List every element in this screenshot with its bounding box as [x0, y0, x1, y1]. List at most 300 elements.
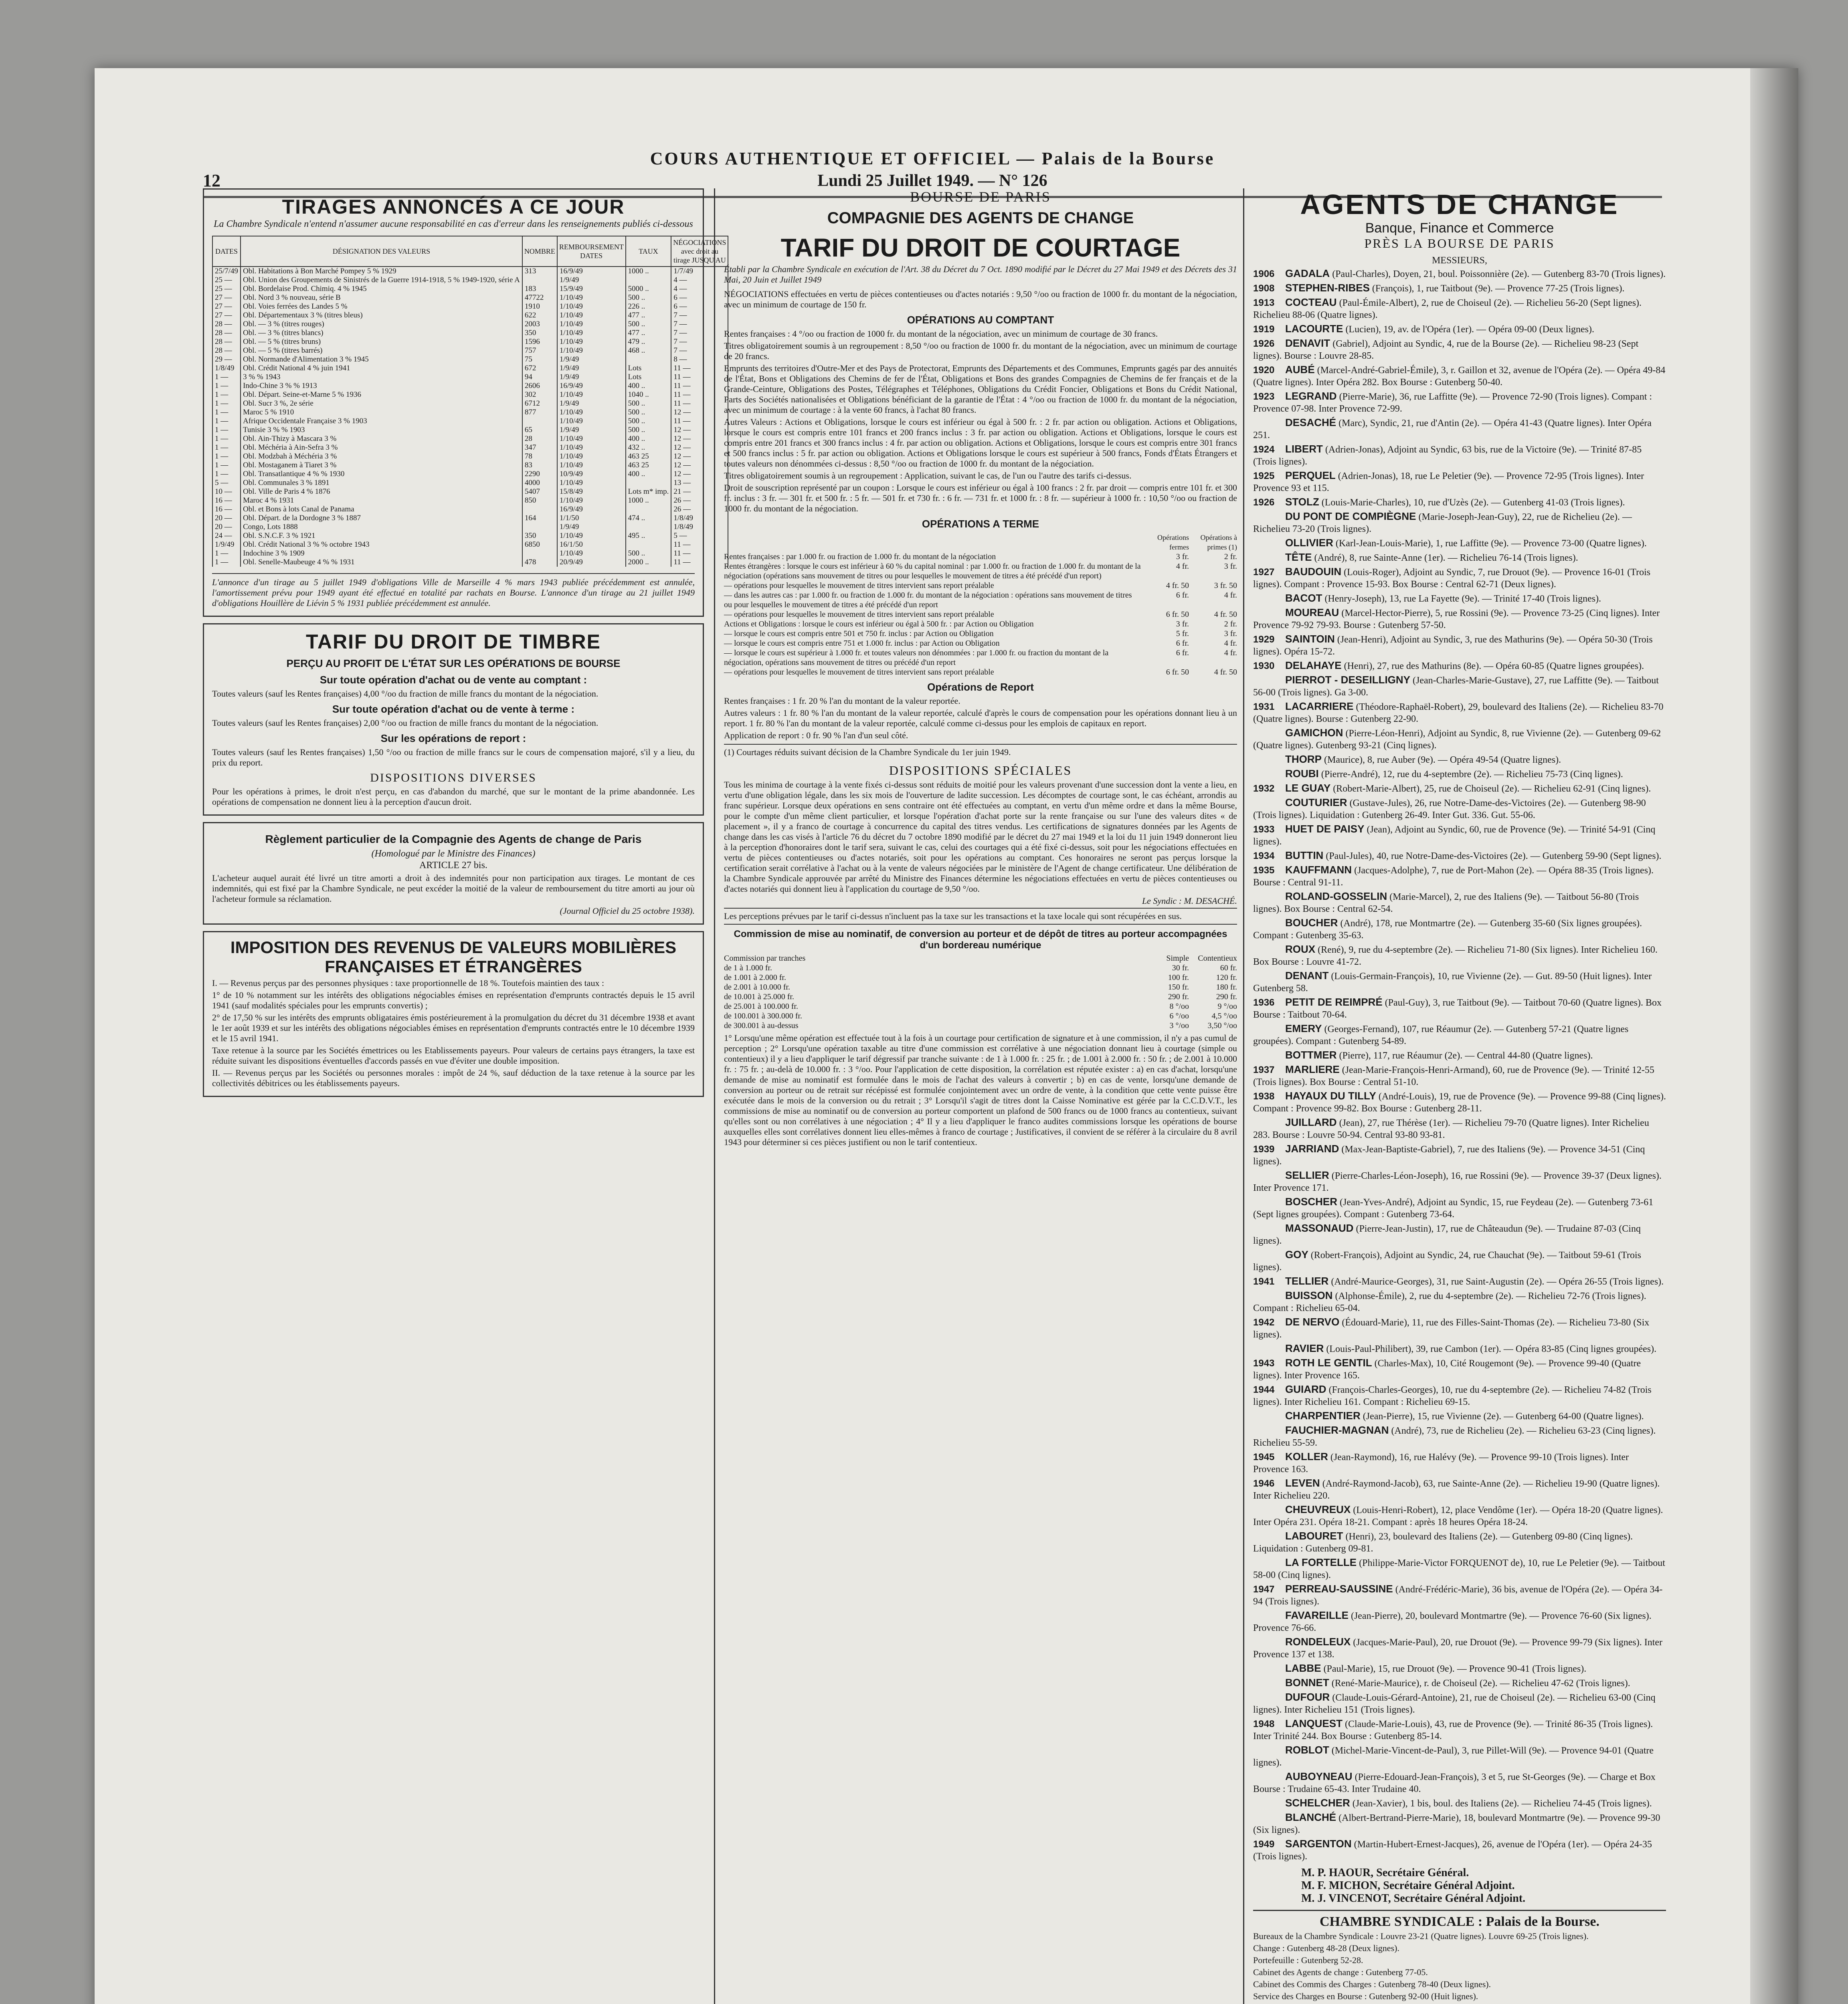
chambre-title: CHAMBRE SYNDICALE : Palais de la Bourse.: [1320, 1914, 1599, 1929]
terme-row: [724, 581, 1237, 590]
table-row: [212, 373, 728, 382]
timbre-disp-text: Pour les opérations à primes, le droit n'est perçu, en cas d'abandon du marché, que sur le montant de la prime abandonnée. Les opérations de compensation ne donnent lieu à la perception d'aucun droit.: [212, 786, 695, 807]
agent-year: 1937: [1253, 1065, 1275, 1075]
table-cell: 11 —: [671, 558, 728, 567]
table-row: [212, 487, 728, 496]
terme-fermes: 6 fr. 50: [1166, 668, 1189, 677]
table-cell: 1 —: [212, 443, 241, 452]
terme-row: [724, 648, 1237, 667]
timbre-s1-text: Toutes valeurs (sauf les Rentes françaises) 4,00 °/oo du fraction de mille francs du montant de la négociation.: [212, 689, 598, 699]
terme-primes: 4 fr.: [1224, 591, 1237, 600]
agent-entry: [1253, 1556, 1666, 1581]
agent-entry: [1253, 1811, 1666, 1836]
agent-entry: [1253, 1022, 1666, 1047]
imposition-item: Taxe retenue à la source par les Sociétés émettrices ou les Etablissements payeurs. Pour valeurs de certains pays étrangers, la taxe est réduite suivant les dispositions éventuelles d'accords passés en vue d'éviter une double imposition.: [212, 1045, 695, 1066]
table-cell: 468 ..: [626, 346, 671, 355]
table-row: [212, 267, 728, 276]
table-cell: [626, 540, 671, 549]
table-cell: 1/10/49: [557, 329, 626, 337]
agent-entry: [1253, 1289, 1666, 1314]
table-cell: 478: [522, 558, 557, 567]
table-row: [212, 505, 728, 514]
agent-entry: [1253, 1196, 1666, 1220]
table-cell: Obl. Habitations à Bon Marché Pompey 5 % 1929: [241, 267, 522, 276]
table-cell: Obl. Nord 3 % nouveau, série B: [241, 293, 522, 302]
terme-primes: 4 fr.: [1224, 639, 1237, 648]
agent-year: 1923: [1253, 391, 1275, 402]
table-cell: Obl. Crédit National 4 % juin 1941: [241, 364, 522, 373]
table-row: [212, 329, 728, 337]
agent-name: BLANCHÉ: [1285, 1811, 1336, 1823]
agent-year: 1913: [1253, 297, 1275, 308]
table-cell: Obl. Senelle-Maubeuge 4 % % 1931: [241, 558, 522, 567]
table-cell: 1/10/49: [557, 496, 626, 505]
agent-name: COCTEAU: [1285, 296, 1337, 308]
reglement-source: (Journal Officiel du 25 octobre 1938).: [560, 906, 695, 916]
table-cell: 1/9/49: [557, 276, 626, 285]
table-cell: 65: [522, 426, 557, 434]
table-cell: 1/9/49: [557, 426, 626, 434]
table-row: [212, 470, 728, 479]
agent-entry: [1253, 659, 1666, 672]
table-cell: 1/8/49: [671, 514, 728, 523]
agent-entry: [1253, 864, 1666, 889]
agent-entry: [1253, 1248, 1666, 1273]
terme-row: [724, 667, 1237, 677]
table-cell: 495 ..: [626, 531, 671, 540]
agent-entry: [1253, 823, 1666, 848]
agent-name: EMERY: [1285, 1022, 1322, 1034]
table-cell: 12 —: [671, 434, 728, 443]
agent-name: RAVIER: [1285, 1342, 1324, 1354]
agent-name: BUISSON: [1285, 1289, 1333, 1301]
table-cell: 20 —: [212, 523, 241, 531]
table-cell: 27 —: [212, 293, 241, 302]
terme-desc: — dans les autres cas : par 1.000 fr. ou fraction de 1.000 fr. du montant de la négociation : opérations sans mouvement de titres ou pour lesquelles le mouvement de titres a été précédé d'un report: [724, 591, 1132, 609]
agent-details: (André-Maurice-Georges), 31, rue Saint-Augustin (2e). — Opéra 26-55 (Trois lignes).: [1331, 1277, 1664, 1287]
agent-year: 1926: [1253, 497, 1275, 508]
agent-details: (André), 178, rue Montmartre (2e). — Gutenberg 35-60 (Six lignes groupées). Compant : Gutenberg 35-63.: [1253, 918, 1642, 941]
agent-name: GUIARD: [1285, 1383, 1326, 1395]
table-cell: 1000 ..: [626, 267, 671, 276]
agents-title: AGENTS DE CHANGE: [1300, 189, 1619, 220]
terme-desc: Rentes françaises : par 1.000 fr. ou fraction de 1.000 fr. du montant de la négociation: [724, 552, 996, 561]
agent-details: (Claude-Marie-Louis), 43, rue de Provence (9e). — Trinité 86-35 (Trois lignes). Inter Trinité 244. Box Bourse : Gutenberg 85-14.: [1253, 1719, 1653, 1741]
table-cell: 25 —: [212, 276, 241, 285]
terme-desc: Actions et Obligations : lorsque le cours est inférieur ou égal à 500 fr. : par Action ou Obligation: [724, 620, 1034, 628]
reglement-article: ARTICLE 27 bis.: [419, 860, 487, 871]
table-cell: 13 —: [671, 479, 728, 487]
agent-name: ROUX: [1285, 943, 1316, 955]
table-cell: 463 25: [626, 452, 671, 461]
agent-entry: [1253, 796, 1666, 821]
agent-details: (Martin-Hubert-Ernest-Jacques), 26, avenue de l'Opéra (1er). — Opéra 24-35 (Trois lignes).: [1253, 1839, 1652, 1862]
agent-entry: [1253, 510, 1666, 535]
table-cell: 1/10/49: [557, 461, 626, 470]
table-cell: 1/10/49: [557, 320, 626, 329]
agent-details: (Jean), Adjoint au Syndic, 60, rue de Provence (9e). — Trinité 54-91 (Cinq lignes).: [1253, 824, 1656, 847]
agent-year: 1935: [1253, 865, 1275, 876]
table-cell: 1/9/49: [557, 399, 626, 408]
table-row: [212, 355, 728, 364]
commission-tranche: de 10.001 à 25.000 fr.: [724, 992, 794, 1001]
table-cell: 1 —: [212, 549, 241, 558]
agent-name: LACARRIERE: [1285, 700, 1354, 712]
agent-name: DESACHÉ: [1285, 416, 1336, 428]
commission-header: [724, 954, 1237, 963]
timbre-disp-title: DISPOSITIONS DIVERSES: [370, 771, 537, 784]
table-cell: 7 —: [671, 329, 728, 337]
agent-entry: [1253, 1677, 1666, 1689]
agent-details: (Marie-Joseph-Jean-Guy), 22, rue de Richelieu (2e). — Richelieu 73-20 (Trois lignes).: [1253, 512, 1632, 534]
agent-name: BACOT: [1285, 592, 1322, 604]
agent-name: DENAVIT: [1285, 337, 1330, 349]
table-cell: Obl. Transatlantique 4 % % 1930: [241, 470, 522, 479]
terme-row: [724, 638, 1237, 648]
agent-year: 1944: [1253, 1384, 1275, 1395]
table-cell: 1/10/49: [557, 452, 626, 461]
terme-row: [724, 590, 1237, 610]
agent-entry: [1253, 1609, 1666, 1634]
table-cell: 1 —: [212, 558, 241, 567]
table-cell: 11 —: [671, 364, 728, 373]
table-cell: 21 —: [671, 487, 728, 496]
agent-name: MASSONAUD: [1285, 1222, 1354, 1234]
agent-year: 1908: [1253, 283, 1275, 294]
agent-name: TELLIER: [1285, 1275, 1329, 1287]
comptant-item: Autres Valeurs : Actions et Obligations, lorsque le cours est inférieur ou égal à 500 fr. : 2 fr. par action ou obligation. Actions et Obligations, lorsque le cours est compris entre 101 francs et 200 francs inclus : 3 fr. par action ou obligation. Actions et Obligations, lorsque le cours est compris entre 201 francs et 300 francs inclus : 4 fr. par action ou obligation. Actions et Obligations, lorsque le cours est compris entre 301 francs et 500 francs inclus : 5 fr. par action ou obligation. Actions et Obligations lorsque le cours est supérieur à 500 francs, Fonds d'États Étrangers et toutes valeurs non dénommées ci-dessus : 8,50 °/oo ou fraction de 1000 fr. du montant de la négociation.: [724, 417, 1237, 469]
agent-entry: [1253, 727, 1666, 752]
agent-year: 1929: [1253, 634, 1275, 645]
agent-details: (Jean-Marie-François-Henri-Armand), 60, rue de Provence (9e). — Trinité 12-55 (Trois lignes). Box Bourse : Central 51-10.: [1253, 1065, 1654, 1087]
agent-year: 1936: [1253, 997, 1275, 1008]
terme-col-fermes: Opérations fermes: [1157, 533, 1189, 551]
table-row: [212, 417, 728, 426]
speciales-text: Tous les minima de courtage à la vente fixés ci-dessus sont réduits de moitié pour les valeurs provenant d'une succession dont la vente a lieu, en vertu d'une obligation légale, dans les six mois de l'ouverture de ladite succession. Les décomptes de courtage sont, le cas échéant, arrondis au franc supérieur. Lorsque deux opérations en sens contraire ont été effectuées au comptant, en vertu d'un même ordre et dans la même Bourse, pour le compte d'un même client particulier, et lorsque l'opération d'achat porte sur la rente française ou sur l'une des valeurs dites « de placement », il y a franco de courtage à concurrence du capital des titres vendus. Les certifications de signatures données par les Agents de change dans les cas visés à l'article 76 du décret du 7 octobre 1890 modifié par le décret du 27 mai 1949 et la loi du 11 juin 1949 donneront lieu à la perception d'honoraires dont le tarif sera, suivant le cas, celui des courtages qui a été fixé ci-dessus, soit pour les négociations effectuées en vertu de pièces contentieuses ou d'actes notariés, soit pour les opérations au comptant. Ces honoraires ne seront pas perçus lorsque la certification serait corrélative à l'achat ou à la vente de valeurs négociées par le ministère de l'Agent de change certificateur. Une délibération de la Chambre Syndicale approuvée par arrêté du Ministre des Finances détermine les négociations effectuées en vertu de pièces contentieuses ou d'actes notariés qui donnent lieu à l'application du courtage de 9,50 °/oo.: [724, 780, 1237, 894]
tirages-subtitle: La Chambre Syndicale n'entend n'assumer aucune responsabilité en cas d'erreur dans les renseignements publiés ci-dessous: [214, 219, 693, 229]
table-cell: Lots m* imp.: [626, 487, 671, 496]
agent-details: (Pierre-Marie), 36, rue Laffitte (9e). — Provence 72-90 (Trois lignes). Compant : Provence 07-98. Inter Provence 72-99.: [1253, 392, 1652, 414]
commission-row: [724, 973, 1237, 982]
timbre-s3-title: Sur les opérations de report :: [380, 732, 526, 744]
table-cell: 477 ..: [626, 329, 671, 337]
agent-details: (Paul-Émile-Albert), 2, rue de Choiseul (2e). — Richelieu 56-20 (Sept lignes). Richelieu 88-06 (Quatre lignes).: [1253, 298, 1642, 320]
agent-name: MOUREAU: [1285, 606, 1339, 618]
agent-name: LA FORTELLE: [1285, 1556, 1357, 1568]
agent-details: (Jacques-Adolphe), 7, rue de Port-Mahon (2e). — Opéra 88-35 (Trois lignes). Bourse : Central 91-11.: [1253, 865, 1654, 888]
table-cell: Tunisie 3 % % 1903: [241, 426, 522, 434]
agent-entry: [1253, 1838, 1666, 1863]
agent-entry: [1253, 768, 1666, 780]
agent-name: LABBE: [1285, 1662, 1321, 1674]
comptant-item: Droit de souscription représenté par un coupon : Lorsque le cours est inférieur ou égal à 100 francs : 2 fr. par droit — compris entre 101 fr. et 300 fr. inclus : 3 fr. — 301 fr. et 500 fr. : 5 fr. — 501 fr. et 730 fr. : 6 fr. — 731 fr. et 1000 fr. : 8 fr. — supérieur à 1000 fr. : 10,50 °/oo ou fraction de 1000 fr. du montant de la négociation.: [724, 483, 1237, 513]
commission-list: [724, 963, 1237, 1030]
commission-tranche: de 1.001 à 2.000 fr.: [724, 973, 786, 982]
agent-entry: [1253, 1691, 1666, 1716]
agent-details: (Louis-Germain-François), 10, rue Vivienne (2e). — Gut. 89-50 (Huit lignes). Inter Gutenberg 58.: [1253, 971, 1652, 994]
table-cell: 1/9/49: [212, 540, 241, 549]
timbre-subtitle: PERÇU AU PROFIT DE L'ÉTAT SUR LES OPÉRATIONS DE BOURSE: [286, 657, 621, 669]
terme-list: [724, 552, 1237, 677]
agent-details: (Adrien-Jonas), 18, rue Le Peletier (9e). — Provence 72-95 (Trois lignes). Inter Provence 93 et 115.: [1253, 471, 1644, 493]
agent-entry: [1253, 753, 1666, 766]
agent-details: (Gustave-Jules), 26, rue Notre-Dame-des-Victoires (2e). — Gutenberg 98-90 (Trois lignes). Liquidation : Gutenberg 26-49. Inter Gut. 336. Gut. 55-06.: [1253, 798, 1646, 820]
agent-entry: [1253, 943, 1666, 968]
column-center: [724, 188, 1237, 1149]
imposition-item: II. — Revenus perçus par les Sociétés ou personnes morales : impôt de 24 %, sauf déduction de la taxe retenue à la source par les collectivités débitrices ou les établissements payeurs.: [212, 1068, 695, 1088]
table-cell: Indo-Chine 3 % % 1913: [241, 382, 522, 390]
tirages-title: TIRAGES ANNONCÉS A CE JOUR: [282, 196, 625, 218]
table-row: [212, 346, 728, 355]
agent-details: (Louis-Paul-Philibert), 39, rue Cambon (1er). — Opéra 83-85 (Cinq lignes groupées).: [1326, 1344, 1657, 1354]
table-row: [212, 426, 728, 434]
imposition-title: IMPOSITION DES REVENUS DE VALEURS MOBILIÈRES FRANÇAISES ET ÉTRANGÈRES: [230, 938, 677, 976]
table-row: [212, 531, 728, 540]
agent-year: 1938: [1253, 1091, 1275, 1102]
courtage-subtitle: Établi par la Chambre Syndicale en exécution de l'Art. 38 du Décret du 7 Oct. 1890 modifié par le Décret du 27 Mai 1949 et des Décrets des 31 Mai, 20 Juin et Juillet 1949: [724, 264, 1237, 285]
agent-name: PETIT DE REIMPRÉ: [1285, 996, 1383, 1008]
table-cell: Obl. Communales 3 % 1891: [241, 479, 522, 487]
agent-name: FAUCHIER-MAGNAN: [1285, 1424, 1389, 1436]
table-cell: 1 —: [212, 461, 241, 470]
agent-name: DENANT: [1285, 970, 1329, 982]
commission-notes: 1° Lorsqu'une même opération est effectuée tout à la fois à un courtage pour certification de signature et à une commission, il n'y a pas cumul de perception ; 2° Lorsqu'une opération taxable au titre d'une commission est corrélative à une négociation donnant lieu à courtage (simple ou contentieux) il y a lieu d'appliquer le tarif dégressif par tranche suivante : de 1 à 1.000 fr. : 25 fr. ; de 1.001 à 2.000 fr. : 50 fr. ; de 2.001 à 10.000 fr. : 75 fr. ; au-delà de 10.000 fr. : 3 °/oo. Pour l'application de cette disposition, la corrélation est réputée exister : a) en cas d'achat, lorsqu'une demande de mise au nominatif est formulée dans le mois de l'achat des valeurs à convertir ; b) en cas de vente, lorsqu'une demande de conversion au porteur ou de retrait sur récépissé est formulée conjointement avec un ordre de vente, à la condition que cette vente puisse être exécutée dans le mois de la conversion ou du retrait ; 3° Lorsqu'il s'agit de titres dont la Caisse Nominative est gérée par la C.C.D.V.T., les commissions de mise au nominatif ou de conversion au porteur comportent un plafond de 500 francs ou de 1000 francs au contentieux, suivant qu'elles sont ou non corrélatives à une négociation ; 4° Il y a lieu d'appliquer le franco audites commissions lorsque les opérations de bourse auxquelles elles sont corrélatives donnent lieu elles-mêmes à franco de courtage ; Justificatives, il convient de se référer à la circulaire du 8 avril 1943 pour déterminer si ces pièces justifient ou non le tarif contentieux.: [724, 1033, 1237, 1147]
commission-contentieux: 60 fr.: [1220, 964, 1237, 972]
agent-details: (Jean), 27, rue Thérèse (1er). — Richelieu 79-70 (Quatre lignes). Inter Richelieu 283. Bourse : Louvre 50-94. Central 93-80 93-81.: [1253, 1118, 1649, 1140]
table-cell: 10/9/49: [557, 470, 626, 479]
agent-name: LEVEN: [1285, 1477, 1320, 1489]
timbre-s2-title: Sur toute opération d'achat ou de vente à terme :: [332, 703, 575, 715]
agent-entry: [1253, 970, 1666, 994]
table-cell: 1 —: [212, 434, 241, 443]
agent-year: 1920: [1253, 365, 1275, 376]
comptant-item: Titres obligatoirement soumis à un regroupement : Application, suivant le cas, de l'un ou l'autre des tarifs ci-dessus.: [724, 471, 1132, 481]
table-cell: 1 —: [212, 408, 241, 417]
terme-fermes: 4 fr.: [1176, 562, 1189, 571]
table-row: [212, 293, 728, 302]
timbre-s1-title: Sur toute opération d'achat ou de vente au comptant :: [319, 674, 587, 686]
agent-details: (Louis-Henri-Robert), 12, place Vendôme (1er). — Opéra 18-20 (Quatre lignes). Inter Opéra 231. Opéra 18-21. Compant : après 18 heures Opéra 18-24.: [1253, 1505, 1663, 1527]
tirages-table: [212, 236, 728, 567]
agent-year: 1946: [1253, 1478, 1275, 1489]
table-row: [212, 443, 728, 452]
table-cell: 20 —: [212, 514, 241, 523]
commission-contentieux: 4,5 °/oo: [1211, 1012, 1237, 1020]
tirages-column-header: NÉGOCIATIONS avec droit au tirage JUSQU'AU: [671, 236, 728, 267]
report-list: [724, 696, 1237, 741]
agent-name: ROTH LE GENTIL: [1285, 1357, 1372, 1369]
table-cell: Obl. Départ. de la Dordogne 3 % 1887: [241, 514, 522, 523]
agent-details: (Karl-Jean-Louis-Marie), 1, rue Laffitte (9e). — Provence 73-00 (Quatre lignes).: [1335, 538, 1647, 549]
agent-year: 1931: [1253, 701, 1275, 712]
table-cell: Maroc 4 % 1931: [241, 496, 522, 505]
table-cell: 6 —: [671, 293, 728, 302]
agent-year: 1934: [1253, 850, 1275, 861]
terme-row: [724, 619, 1237, 629]
agent-entry: [1253, 566, 1666, 590]
agent-details: (Marc), Syndic, 21, rue d'Antin (2e). — Opéra 41-43 (Quatre lignes). Inter Opéra 251.: [1253, 418, 1652, 440]
table-cell: 477 ..: [626, 311, 671, 320]
perception-note: Les perceptions prévues par le tarif ci-dessus n'incluent pas la taxe sur les transactions et la taxe locale qui sont récupérées en sus.: [724, 908, 1237, 925]
agent-entry: [1253, 1357, 1666, 1382]
column-right: [1253, 188, 1666, 2003]
table-cell: 1/9/49: [557, 364, 626, 373]
commission-simple: 290 fr.: [1168, 992, 1189, 1001]
table-cell: [626, 276, 671, 285]
table-row: [212, 514, 728, 523]
table-row: [212, 540, 728, 549]
commission-tranche: de 300.001 à au-dessus: [724, 1021, 799, 1030]
table-row: [212, 496, 728, 505]
agent-details: (Alphonse-Émile), 2, rue du 4-septembre (2e). — Richelieu 72-76 (Trois lignes). Compant : Richelieu 65-04.: [1253, 1291, 1646, 1313]
agent-year: 1924: [1253, 444, 1275, 455]
table-cell: 1/9/49: [557, 523, 626, 531]
table-cell: 1910: [522, 302, 557, 311]
agent-year: 1919: [1253, 324, 1275, 335]
table-cell: [522, 505, 557, 514]
agent-name: DE NERVO: [1285, 1316, 1340, 1328]
agent-details: (Jean-Xavier), 1 bis, boul. des Italiens (2e). — Richelieu 74-45 (Trois lignes).: [1352, 1798, 1652, 1809]
table-cell: [522, 276, 557, 285]
agent-entry: [1253, 1530, 1666, 1555]
table-cell: Obl. — 3 % (titres rouges): [241, 320, 522, 329]
table-cell: 313: [522, 267, 557, 276]
table-cell: 11 —: [671, 382, 728, 390]
commission-tranche: de 100.001 à 300.000 fr.: [724, 1012, 802, 1020]
table-row: [212, 434, 728, 443]
commission-tranche: de 25.001 à 100.000 fr.: [724, 1002, 798, 1011]
table-cell: 5 —: [212, 479, 241, 487]
agent-entry: [1253, 1342, 1666, 1355]
agent-details: (Louis-Marie-Charles), 10, rue d'Uzès (2e). — Gutenberg 41-03 (Trois lignes).: [1321, 497, 1625, 508]
table-cell: Obl. Modzbah à Méchéria 3 %: [241, 452, 522, 461]
table-cell: 1/10/49: [557, 479, 626, 487]
table-cell: 12 —: [671, 408, 728, 417]
table-cell: 28 —: [212, 346, 241, 355]
agents-list: [1253, 267, 1666, 1863]
table-cell: 1 —: [212, 452, 241, 461]
agent-entry: [1253, 1222, 1666, 1247]
agent-name: STEPHEN-RIBES: [1285, 282, 1370, 294]
agent-details: (Maurice), 8, rue Auber (9e). — Opéra 49-54 (Quatre lignes).: [1324, 755, 1561, 765]
agent-entry: [1253, 1797, 1666, 1810]
terme-row: [724, 610, 1237, 619]
table-cell: 2290: [522, 470, 557, 479]
table-cell: 2003: [522, 320, 557, 329]
agent-entry: [1253, 443, 1666, 468]
agent-entry: [1253, 1410, 1666, 1422]
table-cell: [522, 523, 557, 531]
comptant-item: Emprunts des territoires d'Outre-Mer et des Pays de Protectorat, Emprunts des Départements et des Communes, Emprunts gagés par des annuités de l'État, Bons et Obligations des Chemins de fer de l'État, Obligations et Bons des grandes Compagnies de Chemins de fer français et de la Grande-Ceinture, Obligations des Postes, Télégraphes et Téléphones, Obligations du Crédit Foncier, Obligations et Bons du Crédit National, Parts des Sociétés nationalisées et Obligations bénéficiant de la garantie de l'État : 4 °/oo ou fraction de 1000 fr. du montant de la négociation, avec un minimum de courtage : à la vente 60 francs, à l'achat 80 francs.: [724, 363, 1237, 415]
table-cell: 16 —: [212, 496, 241, 505]
table-cell: 12 —: [671, 470, 728, 479]
agent-name: ROLAND-GOSSELIN: [1285, 890, 1387, 902]
table-cell: 347: [522, 443, 557, 452]
agent-details: (Pierre), 117, rue Réaumur (2e). — Central 44-80 (Quatre lignes).: [1339, 1050, 1593, 1061]
agent-name: DELAHAYE: [1285, 659, 1342, 671]
agent-entry: [1253, 633, 1666, 658]
table-cell: [522, 417, 557, 426]
agent-name: FAVAREILLE: [1285, 1609, 1349, 1621]
table-cell: 28 —: [212, 337, 241, 346]
agent-details: (François), 1, rue Taitbout (9e). — Provence 77-25 (Trois lignes).: [1372, 283, 1625, 294]
agent-details: (Pierre-Charles-Léon-Joseph), 16, rue Rossini (9e). — Provence 39-37 (Deux lignes). Inter Provence 171.: [1253, 1171, 1662, 1193]
table-cell: 350: [522, 329, 557, 337]
agent-entry: [1253, 296, 1666, 321]
agent-name: PIERROT - DESEILLIGNY: [1285, 674, 1411, 686]
agent-entry: [1253, 1770, 1666, 1795]
table-cell: 25/7/49: [212, 267, 241, 276]
table-cell: 28 —: [212, 329, 241, 337]
imposition-item: 1° de 10 % notamment sur les intérêts des obligations négociables émises en représentation d'emprunts contractés depuis le 15 avril 1941 (sauf modalités spéciales pour les emprunts convertis) ;: [212, 990, 695, 1010]
table-cell: Obl. et Bons à lots Canal de Panama: [241, 505, 522, 514]
terme-row: [724, 552, 1237, 562]
table-cell: 1/10/49: [557, 346, 626, 355]
table-row: [212, 337, 728, 346]
table-cell: 400 ..: [626, 382, 671, 390]
terme-desc: — lorsque le cours est compris entre 501 et 750 fr. inclus : par Action ou Obligation: [724, 629, 994, 638]
commission-row: [724, 963, 1237, 973]
table-row: [212, 311, 728, 320]
agent-year: 1943: [1253, 1358, 1275, 1369]
report-item: Autres valeurs : 1 fr. 80 % l'an du montant de la valeur reportée, calculé d'après le cours de compensation pour les opérations donnant lieu à un report. 1 fr. 80 % l'an du montant de la valeur reportée, calculé comme ci-dessus pour les emplois de capitaux en report.: [724, 708, 1237, 728]
agent-year: 1932: [1253, 783, 1275, 794]
agent-details: (Pierre-André), 12, rue du 4-septembre (2e). — Richelieu 75-73 (Cinq lignes).: [1321, 769, 1623, 780]
agent-entry: [1253, 1424, 1666, 1449]
agent-year: 1930: [1253, 661, 1275, 671]
tirages-column-header: DÉSIGNATION DES VALEURS: [241, 236, 522, 267]
agent-entry: [1253, 1316, 1666, 1341]
agent-details: (Robert-Marie-Albert), 25, rue de Choiseul (2e). — Richelieu 62-91 (Cinq lignes).: [1333, 784, 1651, 794]
chambre-line: Bureaux de la Chambre Syndicale : Louvre 23-21 (Quatre lignes). Louvre 69-25 (Trois lignes).: [1253, 1931, 1589, 1941]
table-cell: 1 —: [212, 373, 241, 382]
agent-details: (René), 9, rue du 4-septembre (2e). — Richelieu 71-80 (Six lignes). Inter Richelieu 160. Box Bourse : Louvre 41-72.: [1253, 945, 1658, 967]
table-row: [212, 364, 728, 373]
table-cell: 1 —: [212, 382, 241, 390]
table-cell: 78: [522, 452, 557, 461]
table-cell: 1 —: [212, 470, 241, 479]
report-item: Rentes françaises : 1 fr. 20 % l'an du montant de la valeur reportée.: [724, 696, 960, 706]
timbre-s2-text: Toutes valeurs (sauf les Rentes françaises) 2,00 °/oo ou fraction de mille francs du montant de la négociation.: [212, 718, 598, 728]
agent-entry: [1253, 1450, 1666, 1475]
table-cell: Afrique Occidentale Française 3 % 1903: [241, 417, 522, 426]
tirages-column-header: TAUX: [626, 236, 671, 267]
agent-entry: [1253, 267, 1666, 280]
agent-entry: [1253, 1275, 1666, 1288]
agent-year: 1947: [1253, 1584, 1275, 1595]
table-cell: 20/9/49: [557, 558, 626, 567]
terme-primes: 3 fr.: [1224, 629, 1237, 638]
terme-fermes: 4 fr. 50: [1166, 581, 1189, 590]
table-row: [212, 399, 728, 408]
table-cell: Obl. Voies ferrées des Landes 5 %: [241, 302, 522, 311]
agent-name: SCHELCHER: [1285, 1797, 1350, 1809]
commission-row: [724, 1021, 1237, 1030]
agent-details: (Max-Jean-Baptiste-Gabriel), 7, rue des Italiens (9e). — Provence 34-51 (Cinq lignes).: [1253, 1144, 1645, 1167]
table-cell: 226 ..: [626, 302, 671, 311]
terme-title: OPÉRATIONS A TERME: [922, 518, 1039, 530]
table-cell: 16/1/50: [557, 540, 626, 549]
agent-year: 1925: [1253, 471, 1275, 481]
table-cell: 2606: [522, 382, 557, 390]
table-cell: [626, 479, 671, 487]
table-row: [212, 452, 728, 461]
table-cell: 1/10/49: [557, 408, 626, 417]
agent-entry: [1253, 416, 1666, 441]
agent-details: (Henri), 23, boulevard des Italiens (2e). — Gutenberg 09-80 (Cinq lignes). Liquidation : Gutenberg 09-81.: [1253, 1531, 1633, 1554]
table-cell: 463 25: [626, 461, 671, 470]
timbre-section: [203, 623, 704, 816]
